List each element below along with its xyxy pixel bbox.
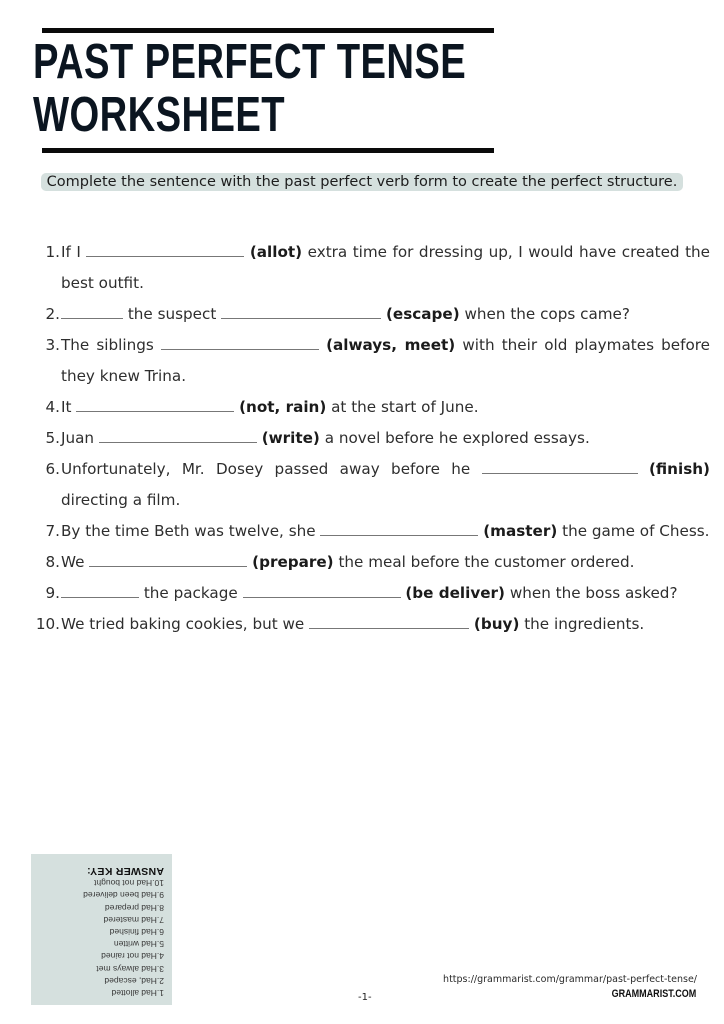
question-2 [0, 299, 724, 330]
question-10 [0, 609, 724, 640]
question-9 [0, 578, 724, 609]
question-text: We tried baking cookies, but we [61, 615, 305, 633]
question-text: directing a film. [61, 491, 181, 509]
verb-hint: (finish) [648, 460, 710, 478]
answer-blank[interactable] [243, 583, 401, 598]
answer-8: 8.Had prepared [104, 902, 164, 913]
verb-hint: (be deliver) [405, 584, 505, 602]
question-text: Unfortunately, Mr. Dosey passed away before he [61, 460, 471, 478]
answer-4: 4.Had not rained [101, 951, 164, 962]
question-6 [0, 454, 724, 516]
answer-1: 1.Had allotted [111, 988, 164, 998]
question-text: Juan [61, 429, 95, 447]
question-8 [0, 547, 724, 578]
question-number: 3. [45, 336, 60, 354]
answer-blank[interactable] [61, 304, 123, 319]
question-text: the ingredients. [524, 615, 645, 633]
verb-hint: (not, rain) [239, 398, 327, 416]
verb-hint: (allot) [249, 243, 303, 261]
answer-blank[interactable] [61, 583, 139, 598]
question-text: extra time for dressing up, I would have created the best outfit. [61, 243, 711, 292]
answer-5: 5.Had written [113, 939, 164, 950]
answer-blank[interactable] [320, 521, 478, 536]
question-text: It [61, 398, 72, 416]
verb-hint: (escape) [385, 305, 460, 323]
answer-7: 7.Had mastered [103, 914, 164, 925]
verb-hint: (buy) [473, 615, 520, 633]
answer-3: 3.Had always met [96, 963, 164, 974]
question-text: at the start of June. [331, 398, 479, 416]
question-number: 8. [45, 553, 60, 571]
answer-10: 10.Had not bought [94, 878, 164, 889]
question-text: The siblings [61, 336, 154, 354]
question-text: the game of Chess. [562, 522, 710, 540]
question-text: the package [143, 584, 238, 602]
source-url[interactable]: https://grammarist.com/grammar/past-perfect-tense/ [443, 974, 697, 985]
answer-blank[interactable] [89, 552, 247, 567]
verb-hint: (prepare) [252, 553, 334, 571]
answer-2: 2.Had, escaped [104, 975, 164, 986]
question-text: the meal before the customer ordered. [338, 553, 635, 571]
question-number: 1. [45, 243, 60, 261]
question-3 [0, 330, 724, 392]
instructions [40, 171, 684, 194]
question-number: 7. [45, 522, 60, 540]
question-list [0, 237, 724, 640]
answer-blank[interactable] [221, 304, 381, 319]
answer-9: 9.Had been delivered [83, 890, 164, 901]
answer-6: 6.Had finished [109, 926, 164, 937]
answer-key-rotated [31, 854, 172, 1005]
answer-blank[interactable] [482, 459, 638, 474]
answer-blank[interactable] [161, 335, 319, 350]
title-bottom-rule [42, 148, 494, 153]
verb-hint: (always, meet) [326, 336, 456, 354]
question-number: 5. [45, 429, 60, 447]
question-4 [0, 392, 724, 423]
answer-blank[interactable] [86, 242, 244, 257]
answer-blank[interactable] [76, 397, 234, 412]
brand-logo-text: GRAMMARIST.COM [611, 988, 696, 1000]
question-text: a novel before he explored essays. [324, 429, 590, 447]
page-number: -1- [358, 992, 372, 1003]
question-text: when the boss asked? [509, 584, 678, 602]
question-text: If I [61, 243, 81, 261]
verb-hint: (master) [483, 522, 558, 540]
answer-key-box [31, 854, 172, 1005]
answer-key-list [83, 877, 164, 999]
question-text: the suspect [127, 305, 217, 323]
title-top-rule [42, 28, 494, 33]
question-text: when the cops came? [464, 305, 630, 323]
question-number: 4. [45, 398, 60, 416]
answer-blank[interactable] [99, 428, 257, 443]
answer-blank[interactable] [309, 614, 469, 629]
title-line-2: WORKSHEET [33, 88, 285, 142]
verb-hint: (write) [261, 429, 320, 447]
answer-key-title: ANSWER KEY: [86, 865, 164, 877]
question-text: We [61, 553, 85, 571]
question-text: with their old playmates before they knew Trina. [61, 336, 710, 385]
question-1 [0, 237, 724, 299]
question-text: By the time Beth was twelve, she [61, 522, 316, 540]
question-5 [0, 423, 724, 454]
title-line-1: PAST PERFECT TENSE [33, 35, 467, 89]
page-title [33, 36, 466, 142]
question-number: 2. [45, 305, 60, 323]
question-7 [0, 516, 724, 547]
question-number: 10. [35, 615, 60, 633]
instructions-text: Complete the sentence with the past perfect verb form to create the perfect structure. [41, 173, 684, 191]
question-number: 9. [45, 584, 60, 602]
question-number: 6. [45, 460, 60, 478]
